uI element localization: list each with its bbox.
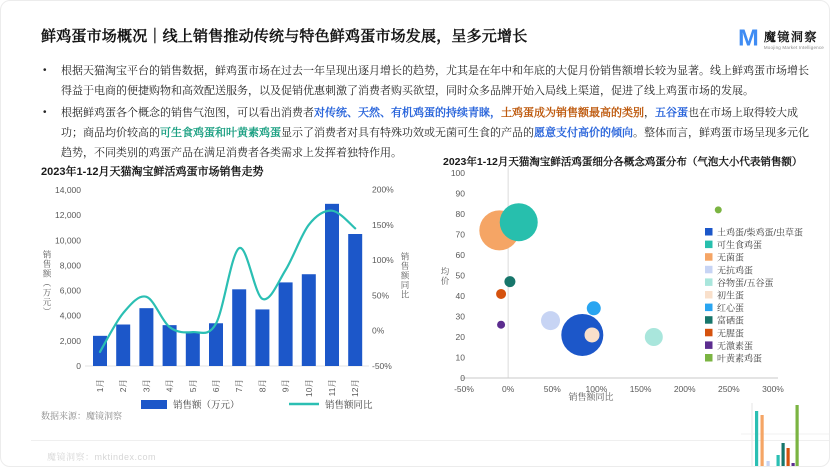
y-axis-tick: 0 bbox=[76, 361, 81, 371]
legend-label: 无腥蛋 bbox=[717, 328, 745, 339]
legend-swatch bbox=[705, 266, 713, 274]
mini-bar bbox=[767, 461, 770, 467]
text-segment: 对传统、天然、有机鸡蛋的持续青睐， bbox=[314, 107, 501, 119]
bubble-初生蛋 bbox=[585, 327, 600, 342]
y2-axis-tick: 200% bbox=[372, 184, 394, 195]
sales-bar-8月 bbox=[255, 309, 269, 366]
x-axis-tick: 100% bbox=[585, 384, 608, 394]
y-axis-tick: 80 bbox=[455, 209, 465, 219]
text-segment: 根据鲜鸡蛋各个概念的销售气泡图，可以看出消费者 bbox=[61, 107, 314, 119]
logo-subtitle: Moojing Market Intelligence bbox=[763, 44, 825, 50]
x-axis-tick: 50% bbox=[543, 384, 561, 394]
legend-bar-swatch bbox=[141, 400, 167, 409]
brand-logo bbox=[738, 26, 824, 51]
mini-bar bbox=[777, 455, 780, 467]
y2-axis-tick: 50% bbox=[372, 290, 390, 301]
mini-bar bbox=[787, 448, 790, 467]
legend-swatch bbox=[705, 278, 713, 286]
bubble-无抗鸡蛋 bbox=[541, 311, 560, 330]
left-chart-title: 2023年1-12月天猫淘宝鲜活鸡蛋市场销售走势 bbox=[41, 166, 264, 178]
x-axis-tick: 250% bbox=[717, 384, 740, 394]
x-axis-tick: -50% bbox=[454, 384, 474, 394]
bubble-无激素蛋 bbox=[497, 321, 505, 329]
sales-bar-5月 bbox=[186, 333, 200, 366]
y-axis-tick: 10 bbox=[455, 352, 465, 363]
data-source-note: 数据来源：魔镜洞察 bbox=[41, 411, 123, 421]
y-axis-tick: 40 bbox=[455, 291, 465, 301]
y-axis-tick: 20 bbox=[455, 332, 465, 342]
bubble-y-axis-label: 均价 bbox=[440, 267, 450, 286]
mini-bar bbox=[755, 411, 758, 467]
text-segment: 也在市场上取得较大成功；商品均价较高的 bbox=[61, 107, 798, 139]
bubble-红心蛋 bbox=[587, 301, 601, 315]
y2-axis-tick: 150% bbox=[372, 219, 394, 230]
sales-bar-12月 bbox=[348, 234, 362, 366]
legend-swatch bbox=[705, 241, 713, 249]
legend-label: 土鸡蛋/柴鸡蛋/虫草蛋 bbox=[717, 227, 804, 238]
y-axis-tick: 4,000 bbox=[59, 310, 81, 321]
legend-label: 叶黄素鸡蛋 bbox=[717, 353, 763, 364]
sales-bar-3月 bbox=[139, 308, 153, 366]
y-axis-tick: 2,000 bbox=[59, 335, 81, 346]
x-axis-tick: 5月 bbox=[187, 379, 198, 393]
bubble-富硒蛋 bbox=[504, 276, 515, 287]
sales-bar-9月 bbox=[279, 282, 293, 366]
legend-label: 可生食鸡蛋 bbox=[717, 240, 763, 251]
legend-label: 富硒蛋 bbox=[717, 315, 745, 326]
x-axis-tick: 12月 bbox=[350, 379, 361, 397]
legend-label: 谷物蛋/五谷蛋 bbox=[717, 277, 774, 288]
mini-bar bbox=[796, 405, 799, 467]
left-axis-label: 销售额（万元） bbox=[42, 250, 52, 317]
legend-label: 无菌蛋 bbox=[717, 252, 745, 263]
x-axis-tick: 4月 bbox=[164, 379, 175, 393]
y-axis-tick: 50 bbox=[455, 270, 465, 281]
text-segment: 。整体而言，鲜鸡蛋市场呈现多元化趋势，不同类别的鸡蛋产品在满足消费者各类需求上发挥着独特作用。 bbox=[61, 127, 809, 159]
watermark-text: 魔镜洞察：mktindex.com bbox=[47, 452, 157, 462]
sales-bar-10月 bbox=[302, 274, 316, 366]
y-axis-tick: 0 bbox=[460, 373, 465, 383]
legend-label: 无抗鸡蛋 bbox=[717, 265, 754, 276]
y-axis-tick: 90 bbox=[455, 188, 465, 199]
y-axis-tick: 12,000 bbox=[55, 210, 81, 221]
y-axis-tick: 30 bbox=[455, 311, 465, 322]
legend-swatch bbox=[705, 253, 713, 261]
legend-bar-label: 销售额（万元） bbox=[173, 400, 240, 411]
right-chart-title: 2023年1-12月天猫淘宝鲜活鸡蛋细分各概念鸡蛋分布（气泡大小代表销售额） bbox=[443, 156, 803, 168]
x-axis-tick: 11月 bbox=[327, 379, 337, 397]
sales-bar-7月 bbox=[232, 289, 246, 366]
bubble-谷物蛋/五谷蛋 bbox=[645, 328, 663, 346]
page-title: 鲜鸡蛋市场概况｜线上销售推动传统与特色鲜鸡蛋市场发展，呈多元增长 bbox=[41, 28, 528, 45]
x-axis-tick: 0% bbox=[501, 384, 515, 394]
x-axis-tick: 200% bbox=[673, 384, 696, 394]
text-segment: 土鸡蛋成为销售额最高的类别 bbox=[501, 107, 644, 119]
legend-line-label: 销售额同比 bbox=[325, 400, 373, 411]
x-axis-tick: 150% bbox=[629, 384, 652, 394]
y2-axis-tick: 100% bbox=[372, 255, 394, 266]
x-axis-tick: 1月 bbox=[95, 379, 105, 393]
y2-axis-tick: 0% bbox=[372, 325, 385, 336]
sales-trend-chart bbox=[31, 157, 436, 419]
y-axis-tick: 8,000 bbox=[59, 260, 81, 271]
logo-name: 魔镜洞察 bbox=[763, 29, 818, 44]
x-axis-tick: 6月 bbox=[211, 379, 221, 393]
x-axis-tick: 9月 bbox=[280, 379, 291, 393]
mini-bar bbox=[761, 415, 764, 467]
bubble-无腥蛋 bbox=[496, 289, 506, 299]
x-axis-tick: 3月 bbox=[141, 379, 152, 393]
x-axis-tick: 7月 bbox=[234, 379, 245, 393]
y-axis-tick: 60 bbox=[455, 250, 465, 260]
legend-swatch bbox=[705, 354, 713, 362]
mini-bar bbox=[782, 443, 785, 467]
y-axis-tick: 10,000 bbox=[55, 235, 81, 246]
mini-bar bbox=[792, 463, 795, 467]
x-axis-tick: 300% bbox=[762, 384, 784, 394]
text-segment: 五谷蛋 bbox=[655, 107, 688, 119]
sales-bar-2月 bbox=[116, 325, 130, 366]
y-axis-tick: 14,000 bbox=[55, 185, 81, 195]
legend-swatch bbox=[705, 341, 713, 349]
legend-label: 红心蛋 bbox=[717, 303, 745, 314]
concept-bubble-chart bbox=[433, 149, 830, 413]
x-axis-tick: 2月 bbox=[118, 379, 129, 393]
x-axis-tick: 10月 bbox=[303, 379, 314, 397]
text-segment: 显示了消费者对具有特殊功效或无菌可生食的产品的 bbox=[281, 127, 534, 139]
y-axis-tick: 6,000 bbox=[59, 285, 81, 296]
text-segment: 可生食鸡蛋和叶黄素鸡蛋 bbox=[160, 127, 281, 139]
right-axis-label: 销售额同比 bbox=[400, 252, 410, 300]
legend-swatch bbox=[705, 228, 713, 236]
legend-label: 初生蛋 bbox=[717, 290, 745, 301]
y2-axis-tick: -50% bbox=[372, 361, 392, 371]
legend-label: 无激素蛋 bbox=[717, 340, 754, 351]
x-axis-tick: 8月 bbox=[257, 379, 268, 393]
bubble-可生食鸡蛋 bbox=[500, 203, 538, 241]
bubble-叶黄素鸡蛋 bbox=[715, 206, 722, 213]
yoy-line bbox=[100, 211, 355, 352]
bottom-divider bbox=[31, 440, 830, 441]
y-axis-tick: 70 bbox=[455, 229, 465, 240]
legend-swatch bbox=[705, 304, 713, 312]
legend-swatch bbox=[705, 329, 713, 337]
y-axis-tick: 100 bbox=[450, 168, 465, 178]
corner-mini-chart bbox=[741, 399, 830, 467]
text-segment: 根据天猫淘宝平台的销售数据，鲜鸡蛋市场在过去一年呈现出逐月增长的趋势，尤其是在年中和年底的大促月份销售额增长较为显著。线上鲜鸡蛋市场增长得益于电商的便捷购物和高效配送服务，以及促销优惠刺激了消费者购买欲望，同时众多品牌开始入局线上渠道，促进了线上鸡蛋市场的发展。 bbox=[61, 65, 809, 97]
bubble-x-axis-label: 销售额同比 bbox=[568, 392, 614, 402]
sales-bar-11月 bbox=[325, 204, 339, 366]
text-segment: 愿意支付高价的倾向 bbox=[534, 127, 633, 139]
legend-swatch bbox=[705, 316, 713, 324]
text-segment: ， bbox=[644, 107, 655, 119]
legend-swatch bbox=[705, 291, 713, 299]
bullet-item bbox=[41, 61, 819, 101]
logo-m-icon: M bbox=[738, 25, 759, 51]
